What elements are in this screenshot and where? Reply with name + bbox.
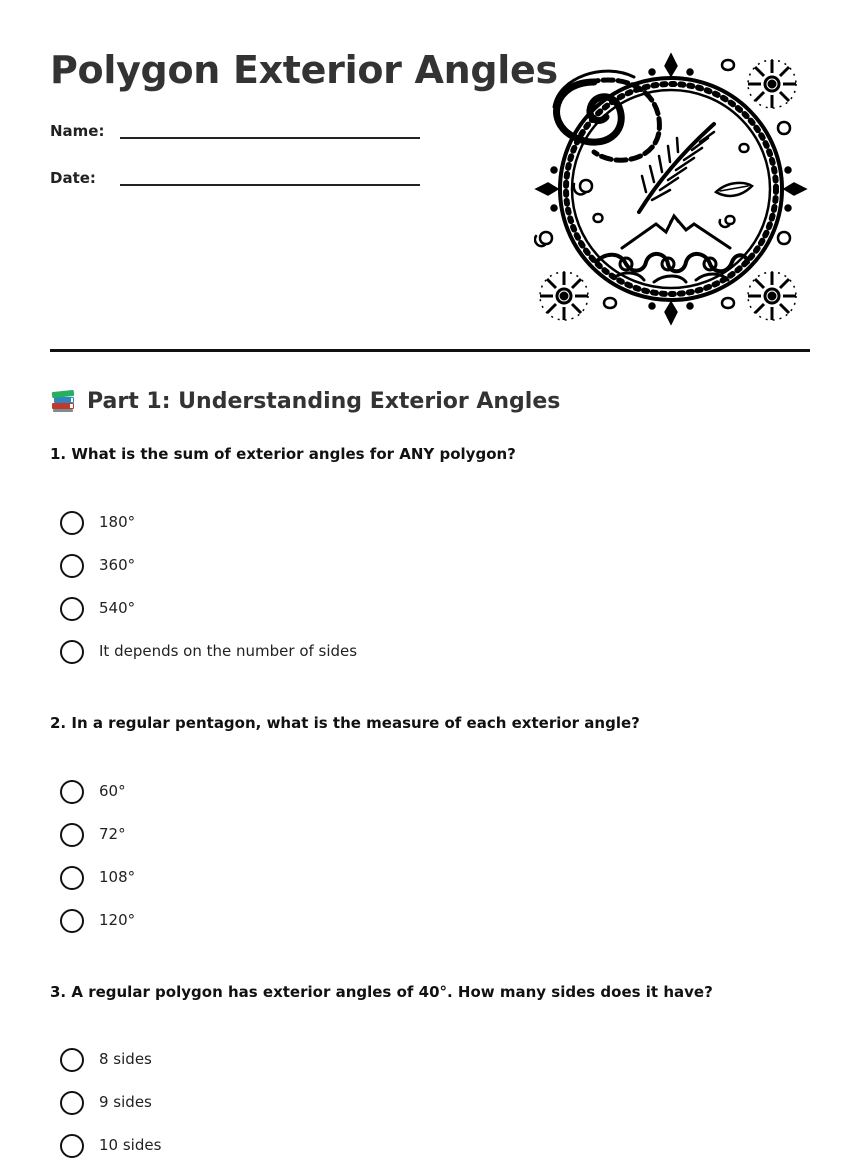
part1-heading — [50, 388, 560, 414]
option-label: 72° — [99, 825, 126, 843]
question-text: 1. What is the sum of exterior angles for ANY polygon? — [50, 445, 516, 463]
worksheet-page — [50, 0, 810, 1161]
question-text: 3. A regular polygon has exterior angles of 40°. How many sides does it have? — [50, 983, 713, 1001]
date-input-line[interactable] — [120, 184, 420, 186]
name-input-line[interactable] — [120, 137, 420, 139]
option-q1-c[interactable] — [60, 597, 660, 623]
radio-button[interactable] — [60, 866, 84, 890]
option-q1-b[interactable] — [60, 554, 660, 580]
radio-button[interactable] — [60, 1134, 84, 1158]
radio-button[interactable] — [60, 780, 84, 804]
part1-heading-text: Part 1: Understanding Exterior Angles — [87, 388, 561, 414]
option-q1-a[interactable] — [60, 511, 660, 537]
radio-button[interactable] — [60, 1091, 84, 1115]
option-q2-c[interactable] — [60, 866, 660, 892]
option-label: 60° — [99, 782, 126, 800]
radio-button[interactable] — [60, 823, 84, 847]
radio-button[interactable] — [60, 554, 84, 578]
option-q3-a[interactable] — [60, 1048, 660, 1074]
radio-button[interactable] — [60, 597, 84, 621]
option-q2-a[interactable] — [60, 780, 660, 806]
option-label: It depends on the number of sides — [99, 642, 358, 660]
maori-ornament-icon — [534, 52, 808, 326]
option-q1-d[interactable] — [60, 640, 660, 666]
books-icon — [50, 388, 76, 414]
option-label: 180° — [99, 513, 136, 531]
radio-button[interactable] — [60, 909, 84, 933]
option-q2-d[interactable] — [60, 909, 660, 935]
option-label: 9 sides — [99, 1093, 152, 1111]
page-title: Polygon Exterior Angles — [50, 48, 558, 92]
name-label: Name: — [50, 122, 105, 140]
option-label: 540° — [99, 599, 136, 617]
option-label: 120° — [99, 911, 136, 929]
name-field — [50, 122, 430, 152]
option-label: 108° — [99, 868, 136, 886]
radio-button[interactable] — [60, 640, 84, 664]
radio-button[interactable] — [60, 1048, 84, 1072]
option-q3-b[interactable] — [60, 1091, 660, 1117]
option-q3-c[interactable] — [60, 1134, 660, 1160]
date-label: Date: — [50, 169, 96, 187]
option-label: 10 sides — [99, 1136, 162, 1154]
option-q2-b[interactable] — [60, 823, 660, 849]
question-text: 2. In a regular pentagon, what is the measure of each exterior angle? — [50, 714, 640, 732]
option-label: 8 sides — [99, 1050, 152, 1068]
header-divider — [50, 349, 810, 352]
radio-button[interactable] — [60, 511, 84, 535]
option-label: 360° — [99, 556, 136, 574]
date-field — [50, 169, 430, 199]
